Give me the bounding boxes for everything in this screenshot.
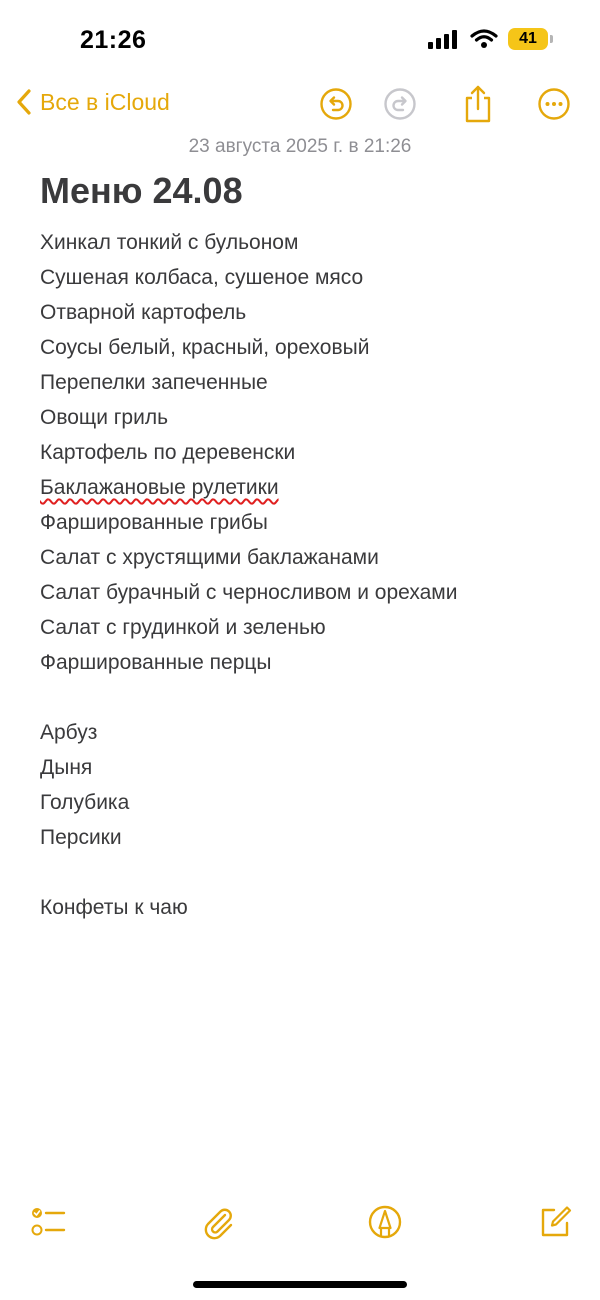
- note-line-text: Хинкал тонкий с бульоном: [40, 231, 299, 254]
- note-line[interactable]: [40, 225, 580, 260]
- note-line[interactable]: [40, 890, 580, 925]
- checklist-icon[interactable]: [30, 1204, 66, 1240]
- status-time: 21:26: [80, 26, 147, 54]
- note-line-text: Овощи гриль: [40, 406, 169, 429]
- compose-icon[interactable]: [537, 1204, 573, 1240]
- note-timestamp: 23 августа 2025 г. в 21:26: [188, 136, 412, 157]
- note-line-text: Дыня: [40, 756, 93, 779]
- note-line-text: Голубика: [40, 791, 130, 814]
- battery-cap: [550, 35, 553, 43]
- note-line-text: Отварной картофель: [40, 301, 247, 324]
- note-line[interactable]: [40, 540, 580, 575]
- note-line-text: Фаршированные грибы: [40, 511, 268, 534]
- note-line[interactable]: [40, 295, 580, 330]
- note-line-text: Картофель по деревенски: [40, 441, 296, 464]
- note-line-text: Арбуз: [40, 721, 98, 744]
- note-line-text: Фаршированные перцы: [40, 651, 272, 674]
- note-line[interactable]: [40, 680, 580, 715]
- note-body[interactable]: [40, 225, 580, 925]
- note-line-text: Салат с грудинкой и зеленью: [40, 616, 326, 639]
- note-line[interactable]: [40, 505, 580, 540]
- note-line[interactable]: [40, 400, 580, 435]
- undo-icon[interactable]: [319, 87, 353, 121]
- share-icon[interactable]: [461, 84, 495, 124]
- note-line[interactable]: [40, 750, 580, 785]
- note-line[interactable]: [40, 785, 580, 820]
- home-indicator: [193, 1281, 407, 1288]
- status-bar: [0, 0, 600, 80]
- note-line[interactable]: [40, 820, 580, 855]
- note-line-text: Персики: [40, 826, 122, 849]
- cellular-signal-icon: [428, 29, 460, 49]
- battery-level: 41: [519, 30, 537, 47]
- nav-bar: [0, 84, 600, 128]
- note-line-text: Перепелки запеченные: [40, 371, 268, 394]
- note-line-text: Баклажановые рулетики: [40, 476, 279, 499]
- status-icons: [428, 28, 548, 50]
- note-line[interactable]: [40, 330, 580, 365]
- note-line[interactable]: [40, 260, 580, 295]
- battery-icon: [508, 28, 548, 50]
- note-line[interactable]: [40, 365, 580, 400]
- note-line-text: Сушеная колбаса, сушеное мясо: [40, 266, 364, 289]
- note-title[interactable]: Меню 24.08: [40, 170, 243, 211]
- note-line-text: Соусы белый, красный, ореховый: [40, 336, 370, 359]
- redo-icon[interactable]: [383, 87, 417, 121]
- back-button[interactable]: [16, 88, 170, 116]
- note-line[interactable]: [40, 435, 580, 470]
- markup-pen-icon[interactable]: [367, 1204, 403, 1240]
- wifi-icon: [470, 29, 498, 49]
- note-line-text: Конфеты к чаю: [40, 896, 188, 919]
- note-line-text: Салат с хрустящими баклажанами: [40, 546, 379, 569]
- note-line[interactable]: [40, 645, 580, 680]
- note-line[interactable]: [40, 470, 580, 505]
- note-line[interactable]: [40, 855, 580, 890]
- attachment-icon[interactable]: [200, 1204, 236, 1240]
- more-icon[interactable]: [537, 87, 571, 121]
- note-line[interactable]: [40, 715, 580, 750]
- note-line[interactable]: [40, 610, 580, 645]
- back-label: Все в iCloud: [40, 88, 170, 115]
- chevron-left-icon: [16, 88, 32, 116]
- note-line[interactable]: [40, 575, 580, 610]
- note-line-text: Салат бурачный с черносливом и орехами: [40, 581, 458, 604]
